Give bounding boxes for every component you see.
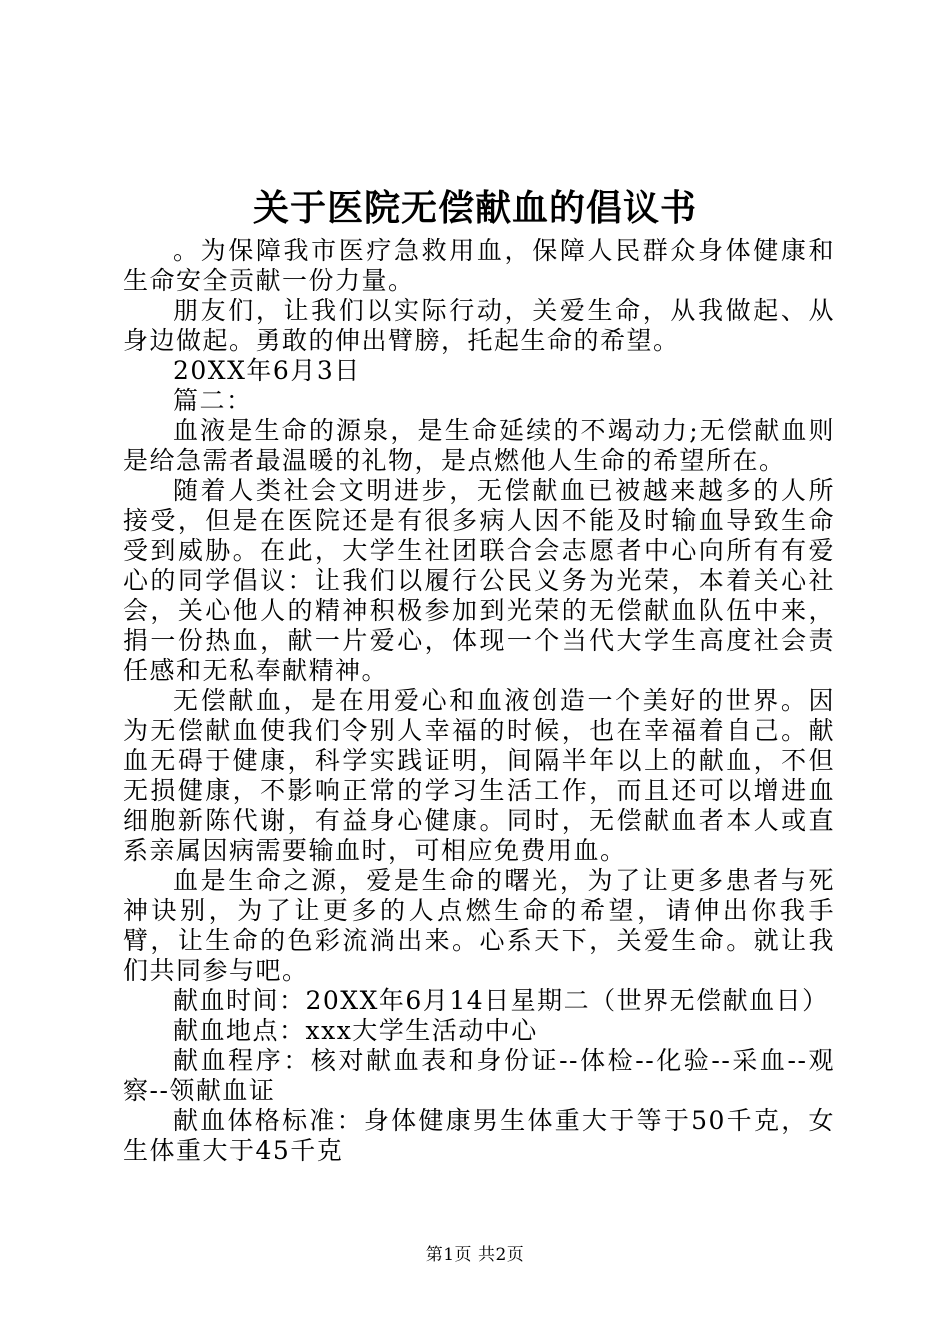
- paragraph: 血是生命之源，爱是生命的曙光，为了让更多患者与死神诀别，为了让更多的人点燃生命的希望，请伸出你我手臂，让生命的色彩流淌出来。心系天下，关爱生命。就让我们共同参与吧。: [123, 866, 835, 985]
- paragraph: 血液是生命的源泉，是生命延续的不竭动力;无偿献血则是给急需者最温暖的礼物，是点燃他人生命的希望所在。: [123, 416, 835, 475]
- donation-time: 献血时间：20XX年6月14日星期二（世界无偿献血日）: [173, 986, 829, 1015]
- section-heading: 篇二：: [173, 386, 253, 415]
- donation-procedure: 献血程序：核对献血表和身份证--体检--化验--采血--观察--领献血证: [123, 1046, 835, 1105]
- paragraph: 。为保障我市医疗急救用血，保障人民群众身体健康和生命安全贡献一份力量。: [123, 236, 835, 295]
- document-title: 关于医院无偿献血的倡议书: [252, 187, 697, 229]
- document-body: [123, 236, 835, 1166]
- paragraph: 朋友们，让我们以实际行动，关爱生命，从我做起、从身边做起。勇敢的伸出臂膀，托起生命的希望。: [123, 296, 835, 355]
- paragraph: 随着人类社会文明进步，无偿献血已被越来越多的人所接受，但是在医院还是有很多病人因不能及时输血导致生命受到威胁。在此，大学生社团联合会志愿者中心向所有有爱心的同学倡议：让我们以履行公民义务为光荣，本着关心社会，关心他人的精神积极参加到光荣的无偿献血队伍中来，捐一份热血，献一片爱心，体现一个当代大学生高度社会责任感和无私奉献精神。: [123, 476, 835, 685]
- donation-standard: 献血体格标准：身体健康男生体重大于等于50千克，女生体重大于45千克: [123, 1106, 835, 1165]
- paragraph: 无偿献血，是在用爱心和血液创造一个美好的世界。因为无偿献血使我们令别人幸福的时候，也在幸福着自己。献血无碍于健康，科学实践证明，间隔半年以上的献血，不但无损健康，不影响正常的学习生活工作，而且还可以增进血细胞新陈代谢，有益身心健康。同时，无偿献血者本人或直系亲属因病需要输血时，可相应免费用血。: [123, 686, 835, 865]
- page-number-footer: 第1页 共2页: [425, 1245, 525, 1265]
- date-line: 20XX年6月3日: [173, 356, 361, 385]
- donation-location: 献血地点：xxx大学生活动中心: [173, 1016, 538, 1045]
